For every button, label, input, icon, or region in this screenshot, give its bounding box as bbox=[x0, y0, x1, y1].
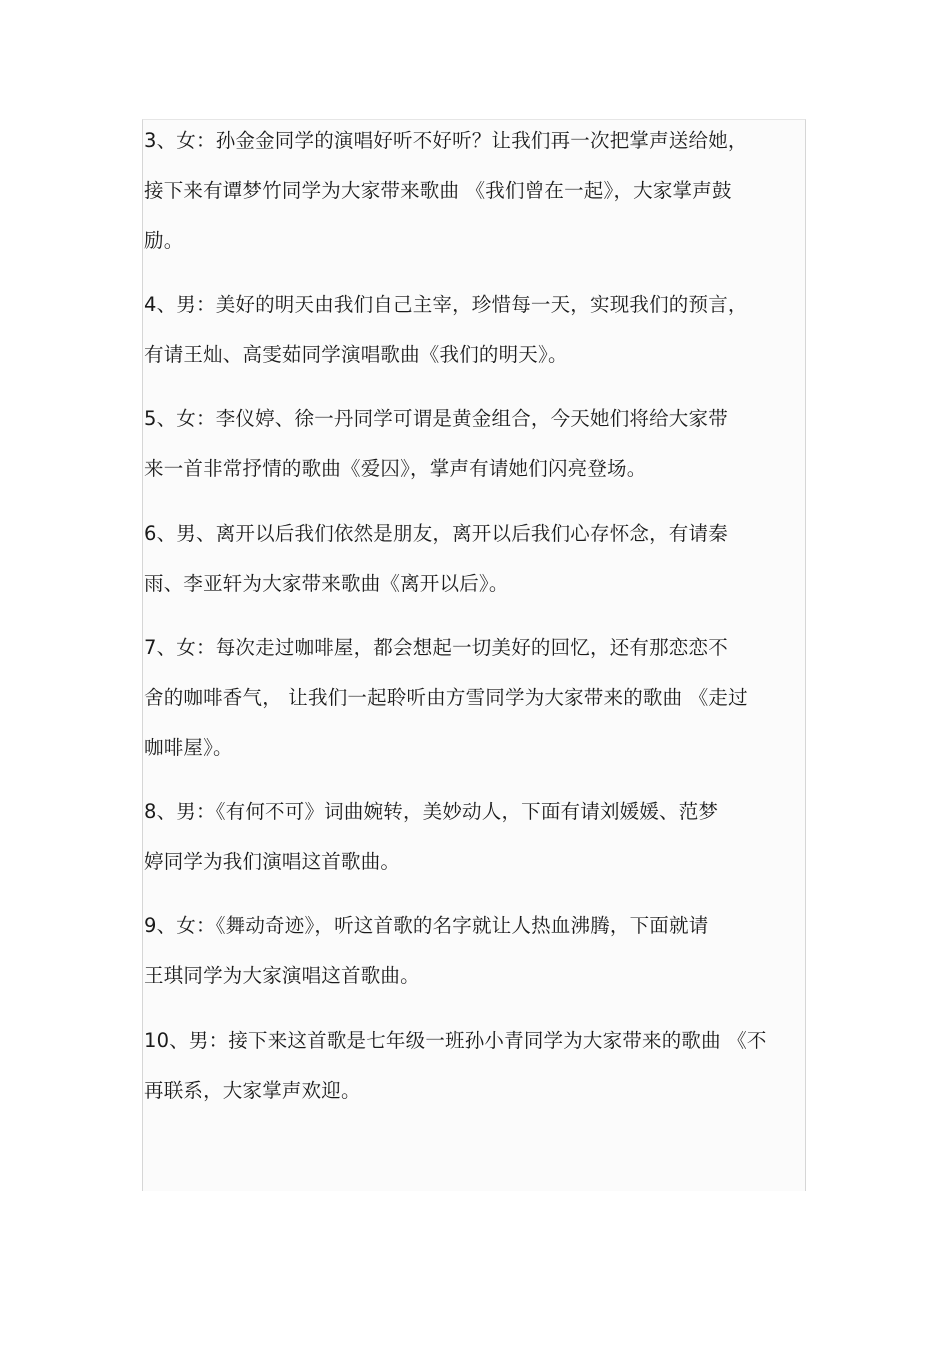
paragraph-3-line-1: 3、女：孙金金同学的演唱好听不好听？让我们再一次把掌声送给她， bbox=[144, 129, 748, 152]
paragraph-6-line-1: 6、男、离开以后我们依然是朋友，离开以后我们心存怀念，有请秦 bbox=[144, 522, 728, 545]
paragraph-7-line-1: 7、女：每次走过咖啡屋，都会想起一切美好的回忆，还有那恋恋不 bbox=[144, 636, 728, 659]
paragraph-5-line-1: 5、女：李仪婷、徐一丹同学可谓是黄金组合，今天她们将给大家带 bbox=[144, 407, 728, 430]
paragraph-8-line-1: 8、男：《有何不可》词曲婉转，美妙动人，下面有请刘媛媛、范梦 bbox=[144, 800, 719, 823]
paragraph-8-line-2: 婷同学为我们演唱这首歌曲。 bbox=[144, 850, 401, 873]
paragraph-6-line-2: 雨、李亚轩为大家带来歌曲《离开以后》。 bbox=[144, 572, 509, 595]
paragraph-4-line-2: 有请王灿、高雯茹同学演唱歌曲《我们的明天》。 bbox=[144, 343, 568, 366]
paragraph-7-line-3: 咖啡屋》。 bbox=[144, 736, 233, 759]
paragraph-9-line-2: 王琪同学为大家演唱这首歌曲。 bbox=[144, 964, 420, 987]
paragraph-9-line-1: 9、女：《舞动奇迹》，听这首歌的名字就让人热血沸腾，下面就请 bbox=[144, 914, 709, 937]
paragraph-10-line-1: 10、男：接下来这首歌是七年级一班孙小青同学为大家带来的歌曲 《不 bbox=[144, 1029, 767, 1052]
paragraph-7-line-2: 舍的咖啡香气， 让我们一起聆听由方雪同学为大家带来的歌曲 《走过 bbox=[144, 686, 748, 709]
paragraph-10-line-2: 再联系，大家掌声欢迎。 bbox=[144, 1079, 361, 1102]
paragraph-4-line-1: 4、男：美好的明天由我们自己主宰，珍惜每一天，实现我们的预言， bbox=[144, 293, 748, 316]
paragraph-5-line-2: 来一首非常抒情的歌曲《爱囚》，掌声有请她们闪亮登场。 bbox=[144, 457, 647, 480]
paragraph-3-line-3: 励。 bbox=[144, 229, 184, 252]
paragraph-3-line-2: 接下来有谭梦竹同学为大家带来歌曲 《我们曾在一起》，大家掌声鼓 bbox=[144, 179, 732, 202]
